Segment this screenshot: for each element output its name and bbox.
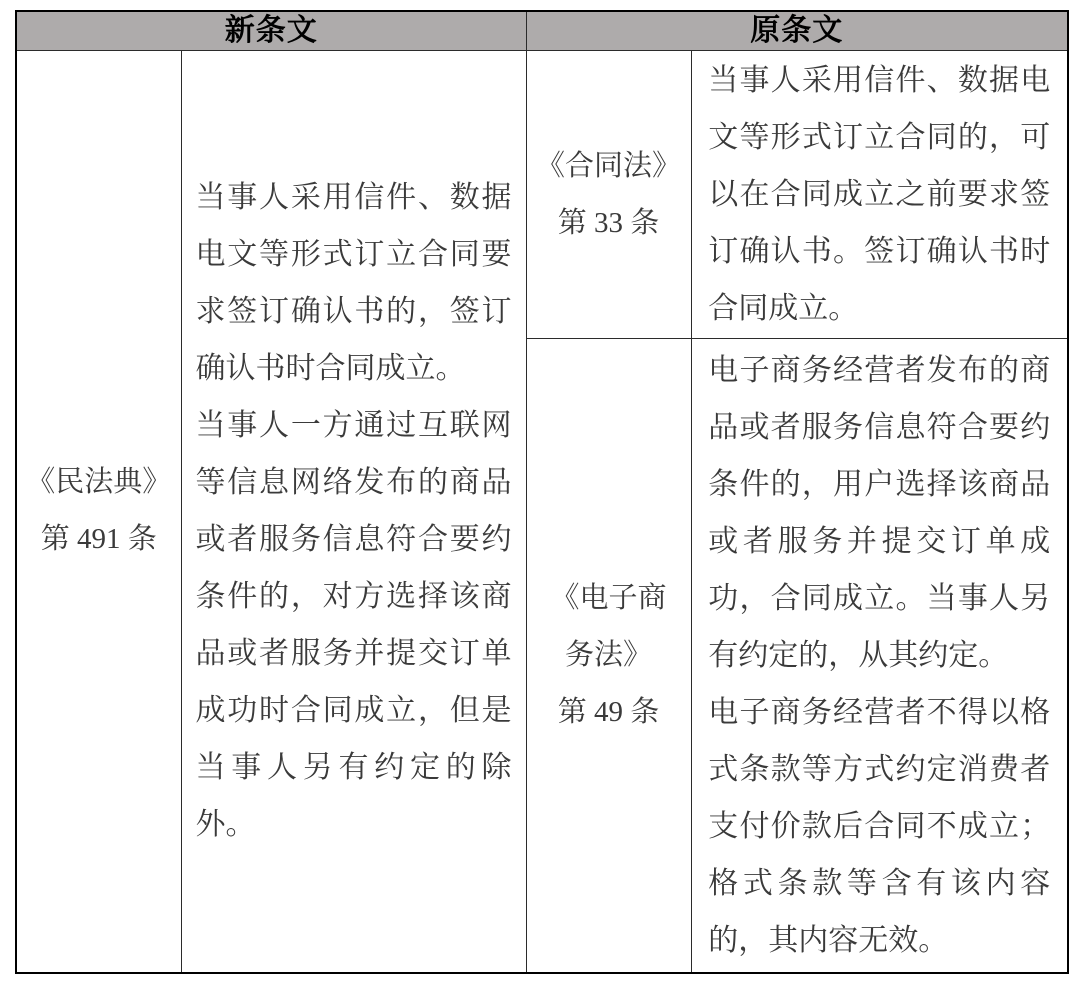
new-provision-text	[196, 169, 512, 853]
new-provision-source-cell	[16, 51, 181, 973]
source-label-line: 第 33 条	[557, 206, 660, 239]
table-row	[16, 51, 1068, 339]
source-label-line: 第 491 条	[40, 523, 157, 556]
provision-comparison-table	[15, 10, 1069, 974]
old-provision-1-source-cell	[526, 51, 691, 339]
header-cell-old-provision: 原条文	[526, 11, 1068, 51]
old-provision-1-text-cell	[691, 51, 1068, 339]
new-provision-text-cell	[181, 51, 526, 973]
old-provision-2-source-cell	[526, 339, 691, 973]
header-row	[16, 11, 1068, 51]
source-label-line: 务法》	[564, 638, 652, 671]
provision-paragraph: 当事人一方通过互联网等信息网络发布的商品或者服务信息符合要约条件的，对方选择该商品或者服务并提交订单成功时合同成立，但是当事人另有约定的除外。	[195, 409, 512, 842]
old-provision-2-text-cell	[691, 339, 1068, 973]
provision-paragraph: 当事人采用信件、数据电文等形式订立合同的，可以在合同成立之前要求签订确认书。签订确认书时合同成立。	[708, 64, 1051, 325]
provision-paragraph: 电子商务经营者不得以格式条款等方式约定消费者支付价款后合同不成立；格式条款等含有该内容的，其内容无效。	[708, 695, 1051, 957]
old-provision-1-text	[708, 52, 1050, 337]
provision-paragraph: 当事人采用信件、数据电文等形式订立合同要求签订确认书的，签订确认书时合同成立。	[195, 181, 512, 386]
source-label-line: 《电子商	[550, 581, 667, 614]
header-cell-new-provision: 新条文	[16, 11, 526, 51]
provision-paragraph: 电子商务经营者发布的商品或者服务信息符合要约条件的，用户选择该商品或者服务并提交订单成功，合同成立。当事人另有约定的，从其约定。	[708, 353, 1051, 672]
old-provision-2-text	[708, 342, 1050, 969]
source-label-line: 《合同法》	[535, 149, 681, 182]
source-label-line: 《民法典》	[26, 466, 172, 499]
source-label-line: 第 49 条	[557, 695, 660, 728]
